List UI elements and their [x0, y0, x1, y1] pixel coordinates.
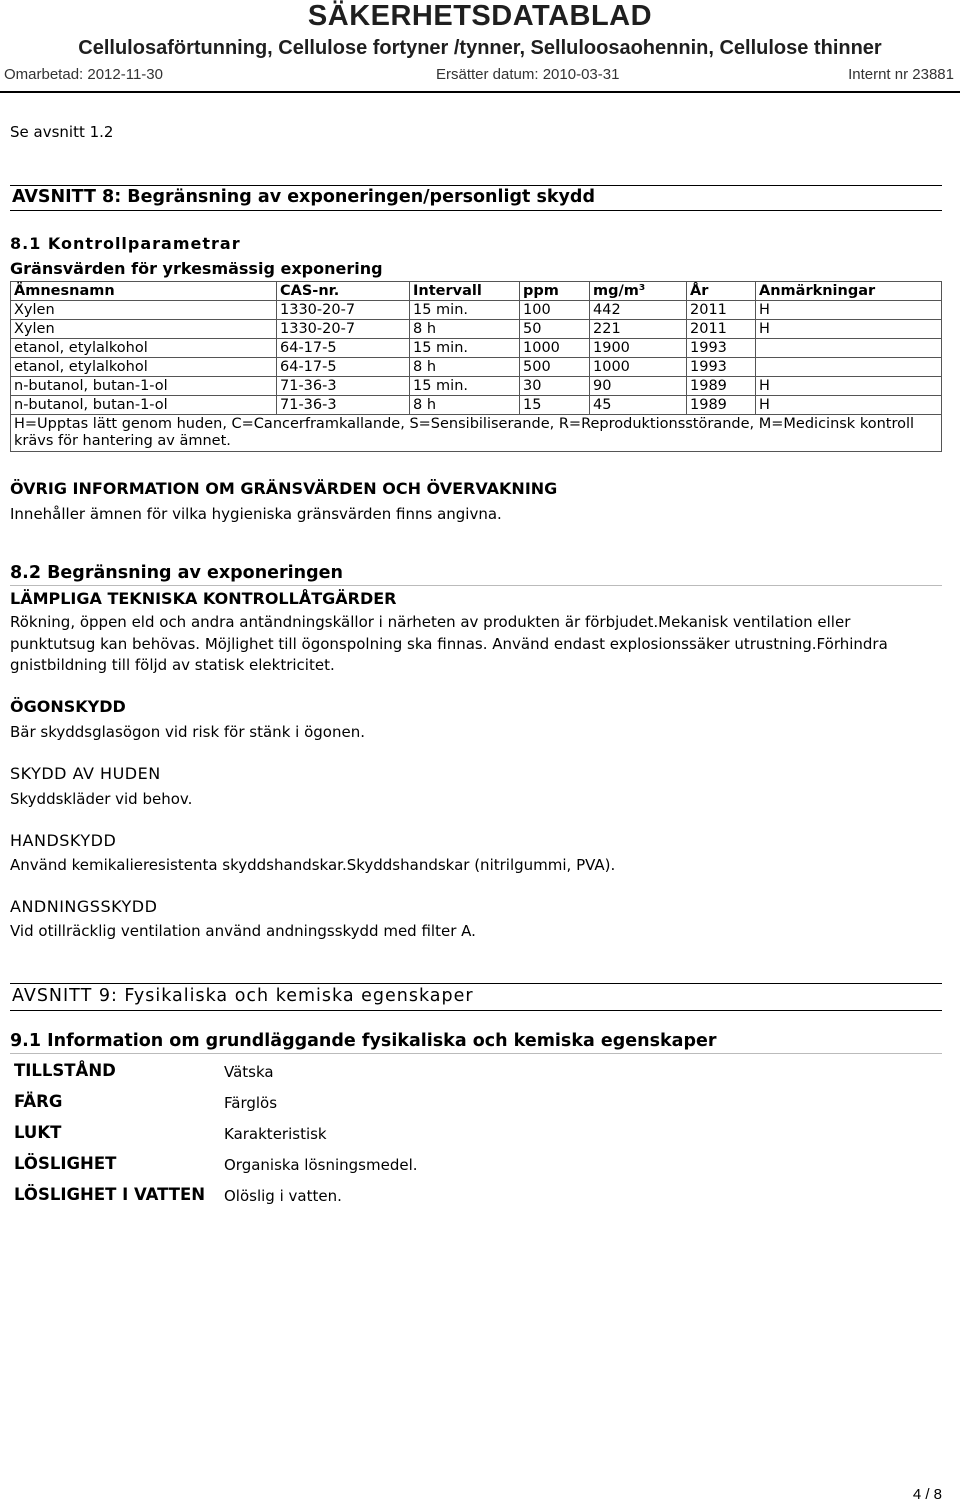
cell-year: 1993 [687, 339, 756, 358]
prop-value-solubility: Organiska lösningsmedel. [224, 1156, 418, 1174]
tech-controls-line-1: Rökning, öppen eld och andra antändningskällor i närheten av produkten är förbjudet.Mekanisk ventilation eller [10, 613, 851, 631]
cell-cas: 71-36-3 [277, 377, 410, 396]
cell-ppm: 30 [520, 377, 590, 396]
subsection-9-1-rule [10, 1053, 942, 1054]
limits-title: Gränsvärden för yrkesmässig exponering [10, 259, 383, 278]
cell-interval: 15 min. [410, 339, 520, 358]
skin-protection-title: SKYDD AV HUDEN [10, 764, 161, 783]
cell-year: 1989 [687, 377, 756, 396]
table-row [11, 320, 942, 339]
col-header-interval: Intervall [410, 282, 520, 301]
cell-mgm3: 1900 [590, 339, 687, 358]
replaces-date: Ersätter datum: 2010-03-31 [436, 66, 620, 83]
section-9-bottom-rule [10, 1010, 942, 1011]
header-meta [0, 66, 960, 86]
cell-mgm3: 45 [590, 396, 687, 415]
cell-year: 1993 [687, 358, 756, 377]
hand-protection-title: HANDSKYDD [10, 831, 117, 850]
subsection-8-2-rule [10, 585, 942, 586]
cell-ppm: 1000 [520, 339, 590, 358]
cell-remarks [756, 358, 942, 377]
cell-name: etanol, etylalkohol [11, 339, 277, 358]
col-header-cas: CAS-nr. [277, 282, 410, 301]
cell-interval: 8 h [410, 320, 520, 339]
cell-year: 1989 [687, 396, 756, 415]
table-note: H=Upptas lätt genom huden, C=Cancerframkallande, S=Sensibiliserande, R=Reproduktionsstörande, M=Medicinsk kontroll krävs för hantering av ämnet. [11, 415, 942, 452]
internal-number: Internt nr 23881 [848, 66, 954, 83]
col-header-year: År [687, 282, 756, 301]
col-header-name: Ämnesnamn [11, 282, 277, 301]
respiratory-protection-text: Vid otillräcklig ventilation använd andningsskydd med filter A. [10, 922, 476, 940]
prop-label-solubility: LÖSLIGHET [14, 1154, 117, 1173]
cell-cas: 71-36-3 [277, 396, 410, 415]
cell-remarks: H [756, 377, 942, 396]
table-row [11, 339, 942, 358]
section-8-title: AVSNITT 8: Begränsning av exponeringen/personligt skydd [12, 187, 595, 207]
cell-ppm: 500 [520, 358, 590, 377]
prop-value-odor: Karakteristisk [224, 1125, 327, 1143]
cell-mgm3: 90 [590, 377, 687, 396]
col-header-remarks: Anmärkningar [756, 282, 942, 301]
cell-interval: 15 min. [410, 301, 520, 320]
section-8-bottom-rule [10, 210, 942, 211]
section-9-title: AVSNITT 9: Fysikaliska och kemiska egenskaper [12, 986, 474, 1006]
tech-controls-line-2: punktutsug kan behövas. Möjlighet till ögonspolning ska finnas. Använd endast explosionssäker utrustning.Förhindra [10, 635, 888, 653]
cell-ppm: 100 [520, 301, 590, 320]
cell-year: 2011 [687, 301, 756, 320]
prop-value-water-solubility: Olöslig i vatten. [224, 1187, 342, 1205]
prop-label-water-solubility: LÖSLIGHET I VATTEN [14, 1185, 206, 1204]
section-9-top-rule [10, 983, 942, 984]
cell-interval: 8 h [410, 358, 520, 377]
cell-cas: 1330-20-7 [277, 320, 410, 339]
col-header-mgm3: mg/m³ [590, 282, 687, 301]
cell-remarks: H [756, 301, 942, 320]
subsection-8-1-title: 8.1 Kontrollparametrar [10, 234, 241, 253]
see-section-ref: Se avsnitt 1.2 [10, 123, 114, 141]
cell-name: n-butanol, butan-1-ol [11, 396, 277, 415]
other-info-title: ÖVRIG INFORMATION OM GRÄNSVÄRDEN OCH ÖVERVAKNING [10, 479, 558, 498]
cell-interval: 15 min. [410, 377, 520, 396]
subsection-8-2-title: 8.2 Begränsning av exponeringen [10, 563, 343, 583]
cell-mgm3: 221 [590, 320, 687, 339]
other-info-text: Innehåller ämnen för vilka hygieniska gränsvärden finns angivna. [10, 505, 502, 523]
col-header-ppm: ppm [520, 282, 590, 301]
cell-name: etanol, etylalkohol [11, 358, 277, 377]
cell-interval: 8 h [410, 396, 520, 415]
cell-cas: 1330-20-7 [277, 301, 410, 320]
subsection-9-1-title: 9.1 Information om grundläggande fysikaliska och kemiska egenskaper [10, 1031, 717, 1051]
respiratory-protection-title: ANDNINGSSKYDD [10, 897, 158, 916]
table-note-row [11, 415, 942, 452]
cell-remarks [756, 339, 942, 358]
skin-protection-text: Skyddskläder vid behov. [10, 790, 193, 808]
cell-name: Xylen [11, 320, 277, 339]
header-divider [0, 91, 960, 93]
prop-label-color: FÄRG [14, 1092, 63, 1111]
cell-year: 2011 [687, 320, 756, 339]
table-row [11, 358, 942, 377]
product-name: Cellulosaförtunning, Cellulose fortyner /tynner, Selluloosaohennin, Cellulose thinner [78, 37, 882, 59]
document-title: SÄKERHETSDATABLAD [307, 0, 653, 32]
tech-controls-line-3: gnistbildning till följd av statisk elektricitet. [10, 656, 335, 674]
prop-value-state: Vätska [224, 1063, 274, 1081]
cell-name: Xylen [11, 301, 277, 320]
hand-protection-text: Använd kemikalieresistenta skyddshandskar.Skyddshandskar (nitrilgummi, PVA). [10, 856, 616, 874]
cell-cas: 64-17-5 [277, 339, 410, 358]
cell-cas: 64-17-5 [277, 358, 410, 377]
table-header-row [11, 282, 942, 301]
cell-mgm3: 1000 [590, 358, 687, 377]
prop-label-odor: LUKT [14, 1123, 62, 1142]
exposure-limits-table [10, 281, 942, 452]
table-row [11, 377, 942, 396]
table-row [11, 301, 942, 320]
cell-ppm: 15 [520, 396, 590, 415]
prop-label-state: TILLSTÅND [14, 1061, 116, 1080]
tech-controls-title: LÄMPLIGA TEKNISKA KONTROLLÅTGÄRDER [10, 589, 397, 608]
prop-value-color: Färglös [224, 1094, 278, 1112]
section-8-top-rule [10, 185, 942, 186]
eye-protection-text: Bär skyddsglasögon vid risk för stänk i ögonen. [10, 723, 365, 741]
cell-ppm: 50 [520, 320, 590, 339]
revised-date: Omarbetad: 2012-11-30 [4, 66, 163, 83]
cell-remarks: H [756, 396, 942, 415]
cell-mgm3: 442 [590, 301, 687, 320]
cell-remarks: H [756, 320, 942, 339]
table-row [11, 396, 942, 415]
eye-protection-title: ÖGONSKYDD [10, 697, 126, 716]
page-number: 4 / 8 [912, 1486, 942, 1503]
cell-name: n-butanol, butan-1-ol [11, 377, 277, 396]
